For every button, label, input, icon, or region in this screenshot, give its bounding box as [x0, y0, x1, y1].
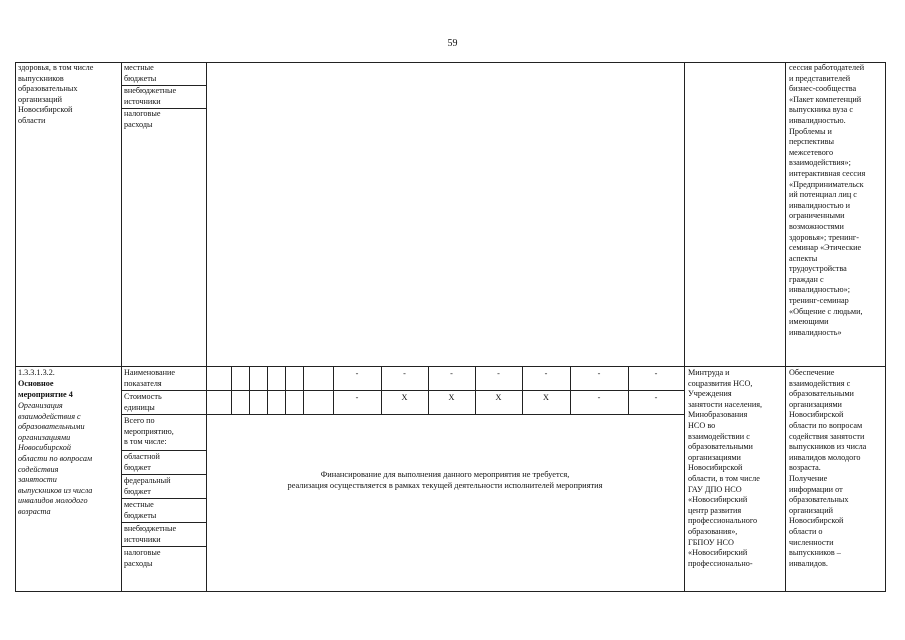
indicator-value: -	[597, 369, 601, 378]
expected-result-text: Обеспечение взаимодействия с образовательными организациями Новосибирской области по вопросам содействия занятости выпускников из числа инвалидов молодого возраста. Получение информации от образовательных организаций Новосибирской области о численности выпускников – инвалидов.	[789, 368, 867, 568]
cost-value: -	[355, 393, 359, 402]
indicator-value: -	[450, 369, 453, 378]
label-indicator-name: Наименование показателя	[124, 368, 176, 388]
results-description-text: сессия работодателей и представителей бизнес-сообщества «Пакет компетенций выпускника вуза с инвалидностью. Проблемы и перспективы межсетевого взаимодействия»; интерактивная сессия «Предпринимательск ий потенциал лиц с инвалидностью и ограниченными возможностями здоровья»; тренинг- семинар «Этические аспекты трудоустройства граждан с инвалидностью»; тренинг-семинар «Общение с людьми, имеющими инвалидность»	[789, 63, 866, 337]
funding-tax-expenses: налоговые расходы	[124, 109, 161, 129]
cost-value: X	[543, 393, 549, 402]
indicator-value: -	[544, 369, 548, 378]
label-regional-budget: областной бюджет	[124, 452, 160, 472]
executors-text: Минтруда и соцразвития НСО, Учреждения занятости населения, Минобразования НСО во взаимодействии с образовательными организациями Новосибирской области, в том числе ГАУ ДПО НСО «Новосибирский центр развития профессионального образования», ГБПОУ НСО «Новосибирский профессионально-	[688, 368, 763, 568]
financing-note: Финансирование для выполнения данного мероприятия не требуется, реализация осуществляется в рамках текущей деятельности исполнителей мероприятия	[287, 470, 603, 490]
measure-description: Организация взаимодействия с образовательными организациями Новосибирской области по вопросам содействия занятости выпускников из числа инвалидов молодого возраста	[18, 401, 93, 516]
cost-value: X	[495, 393, 502, 402]
indicator-value: -	[497, 369, 500, 378]
cost-value: -	[654, 393, 658, 402]
cost-value: X	[448, 393, 455, 402]
funding-extrabudgetary: внебюджетные источники	[124, 86, 177, 106]
label-total: Всего по мероприятию, в том числе:	[124, 416, 174, 447]
label-unit-cost: Стоимость единицы	[124, 392, 162, 412]
page-number: 59	[447, 38, 458, 49]
cost-value: -	[597, 393, 601, 402]
indicator-value: -	[355, 369, 359, 378]
label-federal-budget: федеральный бюджет	[124, 476, 171, 496]
indicator-value: -	[654, 369, 658, 378]
indicator-value: -	[403, 369, 406, 378]
measure-participants-text: здоровья, в том числе выпускников образовательных организаций Новосибирской области	[18, 63, 94, 125]
cost-value: X	[401, 393, 408, 402]
measure-title: Основное мероприятие 4	[18, 379, 73, 399]
funding-local-budgets: местные бюджеты	[124, 63, 157, 83]
label-extrabudgetary: внебюджетные источники	[124, 524, 177, 544]
label-local-budgets: местные бюджеты	[124, 500, 157, 520]
measure-number: 1.3.3.1.3.2.	[18, 368, 55, 377]
label-tax-expenses: налоговые расходы	[124, 548, 161, 568]
